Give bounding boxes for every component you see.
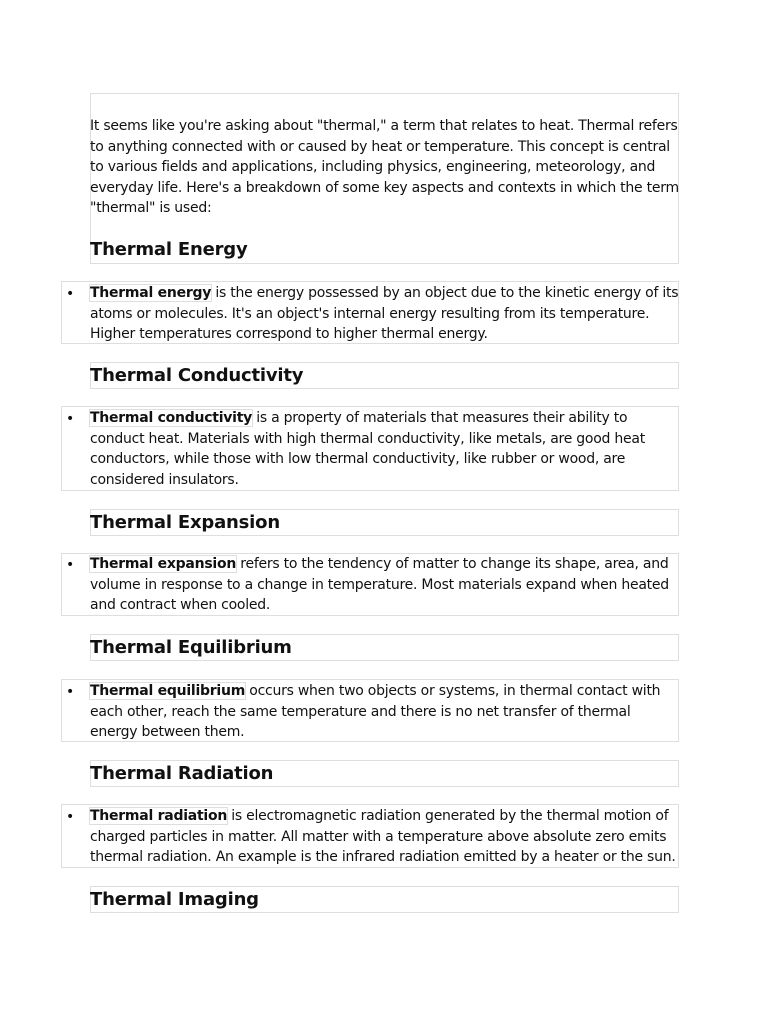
section-heading-thermal-imaging: Thermal Imaging — [90, 889, 259, 910]
list-item-text — [90, 681, 680, 743]
list-item-text — [90, 554, 680, 616]
bullet-marker: • — [66, 286, 75, 302]
bullet-marker: • — [66, 411, 75, 427]
bullet-marker: • — [66, 684, 75, 700]
term-thermal-expansion: Thermal expansion — [90, 556, 237, 572]
term-thermal-conductivity: Thermal conductivity — [90, 410, 253, 426]
term-thermal-equilibrium: Thermal equilibrium — [90, 683, 246, 699]
term-thermal-energy: Thermal energy — [90, 285, 212, 301]
definition-text: is a property of materials that measures their ability to conduct heat. Materials with high thermal conductivity, like metals, are good heat conductors, while those with low thermal conductivity, like rubber or wood, are considered insulators. — [90, 410, 645, 488]
term-thermal-radiation: Thermal radiation — [90, 808, 228, 824]
definition-text: refers to the tendency of matter to change its shape, area, and volume in response to a change in temperature. Most materials expand when heated and contract when cooled. — [90, 556, 669, 613]
definition-text: is electromagnetic radiation generated by the thermal motion of charged particles in matter. All matter with a temperature above absolute zero emits thermal radiation. An example is the infrared radiation emitted by a heater or the sun. — [90, 808, 676, 865]
definition-text: is the energy possessed by an object due to the kinetic energy of its atoms or molecules. It's an object's internal energy resulting from its temperature. Higher temperatures correspond to higher thermal energy. — [90, 285, 679, 342]
section-heading-thermal-expansion: Thermal Expansion — [90, 512, 280, 533]
intro-paragraph: It seems like you're asking about "thermal," a term that relates to heat. Thermal refers to anything connected with or caused by heat or temperature. This concept is central to various fields and applications, including physics, engineering, meteorology, and everyday life. Here's a breakdown of some key aspects and contexts in which the term "thermal" is used: — [90, 118, 679, 216]
list-item-text — [90, 283, 680, 345]
list-item-text — [90, 806, 680, 868]
section-heading-thermal-equilibrium: Thermal Equilibrium — [90, 637, 292, 658]
bullet-marker: • — [66, 809, 75, 825]
definition-text: occurs when two objects or systems, in thermal contact with each other, reach the same temperature and there is no net transfer of thermal energy between them. — [90, 683, 661, 740]
bullet-marker: • — [66, 557, 75, 573]
section-heading-thermal-conductivity: Thermal Conductivity — [90, 365, 304, 386]
list-item-text — [90, 408, 680, 490]
section-heading-thermal-radiation: Thermal Radiation — [90, 763, 274, 784]
section-heading-thermal-energy: Thermal Energy — [90, 239, 248, 260]
